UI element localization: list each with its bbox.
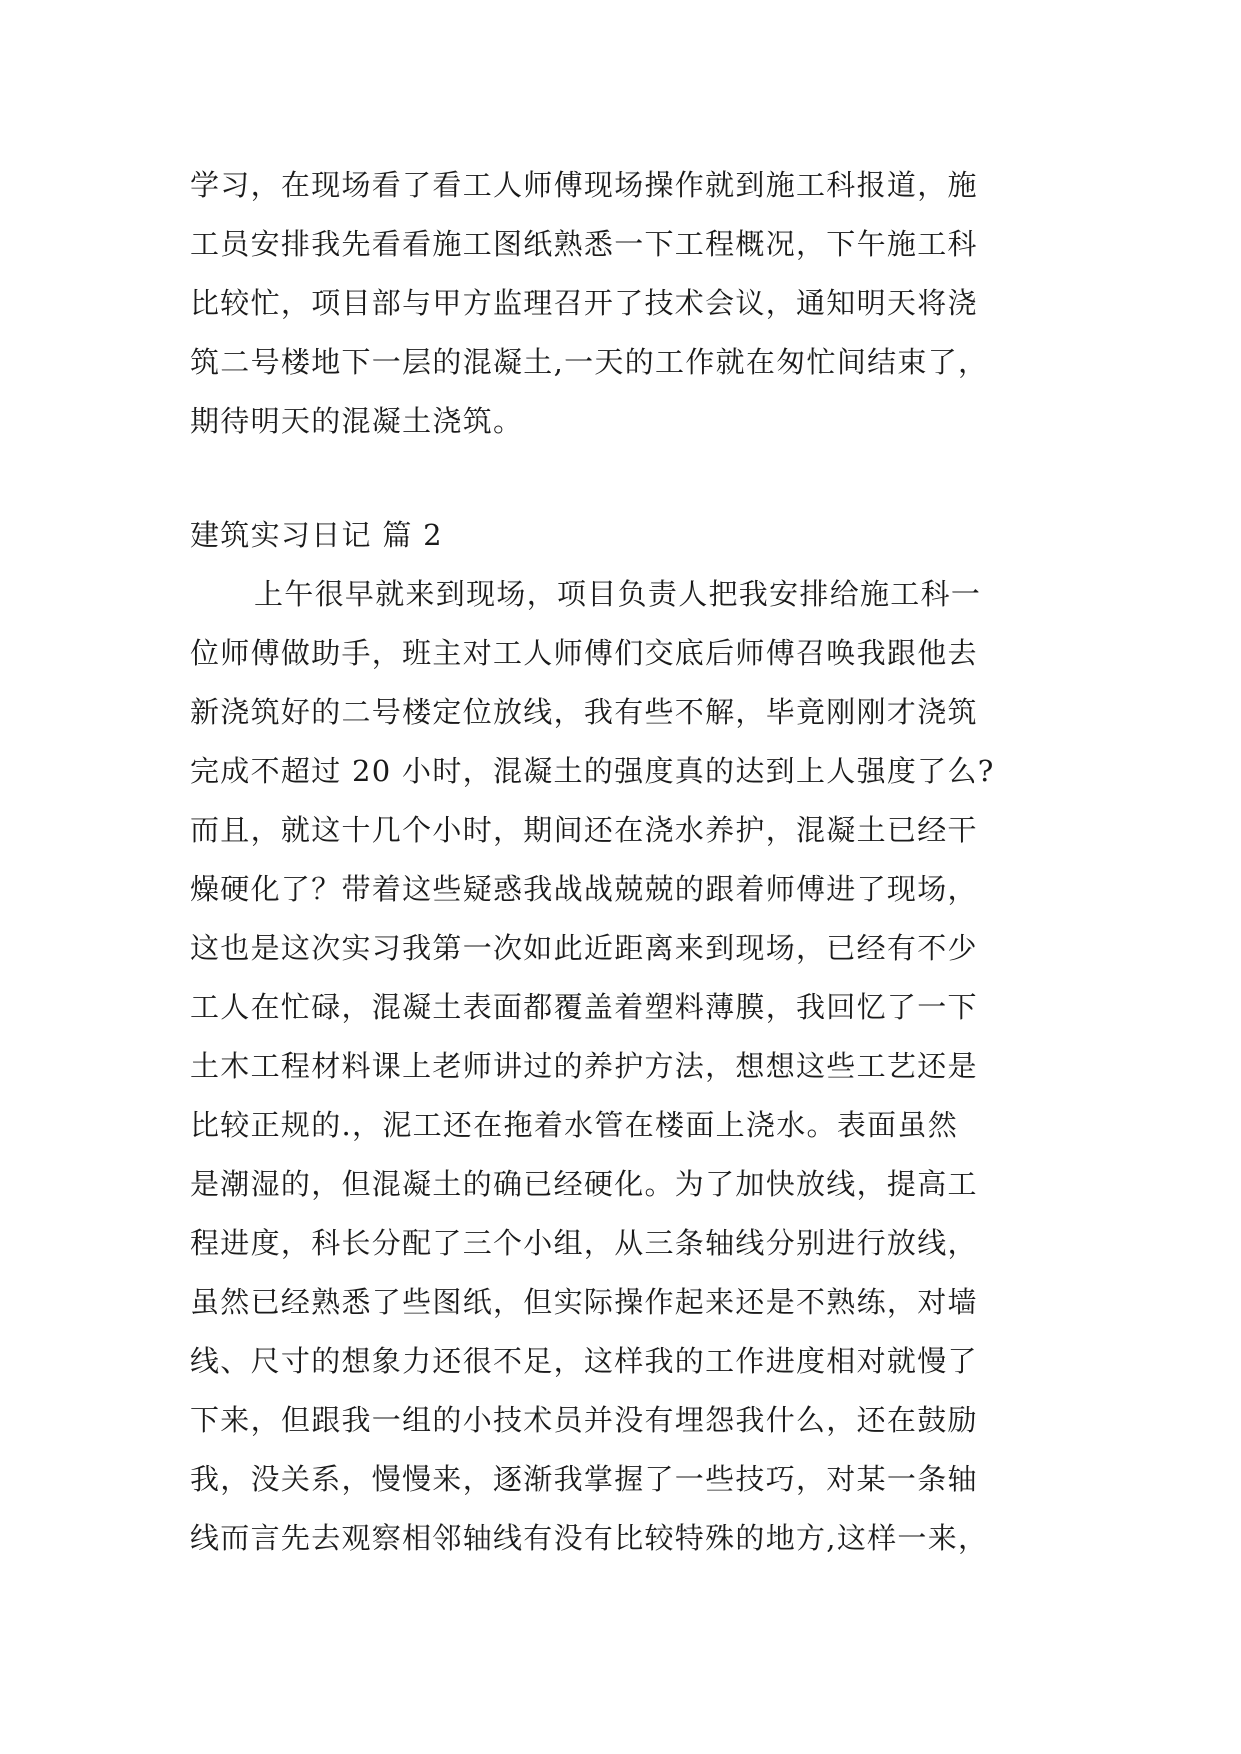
paragraph-line: 比较忙，项目部与甲方监理召开了技术会议，通知明天将浇 <box>190 286 978 320</box>
paragraph-line: 线、尺寸的想象力还很不足，这样我的工作进度相对就慢了 <box>190 1344 978 1378</box>
paragraph-line: 新浇筑好的二号楼定位放线，我有些不解，毕竟刚刚才浇筑 <box>190 695 978 729</box>
section-title: 建筑实习日记 篇 2 <box>190 518 443 552</box>
paragraph-line: 工人在忙碌，混凝土表面都覆盖着塑料薄膜，我回忆了一下 <box>190 990 978 1024</box>
paragraph-line: 我，没关系，慢慢来，逐渐我掌握了一些技巧，对某一条轴 <box>190 1462 978 1496</box>
paragraph-line: 程进度，科长分配了三个小组，从三条轴线分别进行放线， <box>190 1226 978 1260</box>
paragraph-line: 而且，就这十几个小时，期间还在浇水养护，混凝土已经干 <box>190 813 978 847</box>
paragraph-line: 期待明天的混凝土浇筑。 <box>190 404 524 438</box>
paragraph-line: 是潮湿的，但混凝土的确已经硬化。为了加快放线，提高工 <box>190 1167 978 1201</box>
paragraph-line: 燥硬化了？带着这些疑惑我战战兢兢的跟着师傅进了现场， <box>190 872 978 906</box>
paragraph-line: 这也是这次实习我第一次如此近距离来到现场，已经有不少 <box>190 931 978 965</box>
paragraph-line: 上午很早就来到现场，项目负责人把我安排给施工科一 <box>254 577 982 611</box>
paragraph-line: 学习，在现场看了看工人师傅现场操作就到施工科报道，施 <box>190 168 978 202</box>
paragraph-line: 下来，但跟我一组的小技术员并没有埋怨我什么，还在鼓励 <box>190 1403 978 1437</box>
section-body <box>190 565 1050 1568</box>
paragraph-line: 虽然已经熟悉了些图纸，但实际操作起来还是不熟练，对墙 <box>190 1285 978 1319</box>
paragraph-line: 完成不超过 20 小时，混凝土的强度真的达到上人强度了么? <box>190 754 995 788</box>
paragraph-line: 位师傅做助手，班主对工人师傅们交底后师傅召唤我跟他去 <box>190 636 978 670</box>
paragraph-line: 土木工程材料课上老师讲过的养护方法，想想这些工艺还是 <box>190 1049 978 1083</box>
intro-paragraph <box>190 156 1050 451</box>
paragraph-line: 线而言先去观察相邻轴线有没有比较特殊的地方,这样一来， <box>190 1521 989 1555</box>
section-heading <box>190 506 1050 565</box>
paragraph-line: 工员安排我先看看施工图纸熟悉一下工程概况，下午施工科 <box>190 227 978 261</box>
paragraph-line: 筑二号楼地下一层的混凝土,一天的工作就在匆忙间结束了， <box>190 345 989 379</box>
paragraph-line: 比较正规的.，泥工还在拖着水管在楼面上浇水。表面虽然 <box>190 1108 959 1142</box>
